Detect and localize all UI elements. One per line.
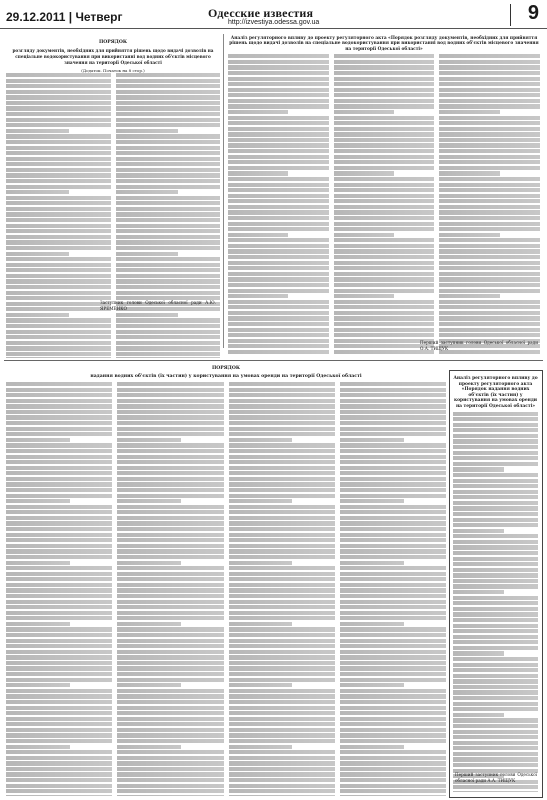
article-4 [453, 374, 538, 792]
article-4-title: Аналіз регуляторного впливу до проекту регуляторного акта «Порядок надання водних об'єктів (їх частин) у користування на умовах оренди на території Одеської області» [453, 376, 538, 409]
text-column [116, 73, 221, 358]
masthead: Одесские известия [208, 6, 314, 20]
header-divider [510, 4, 511, 26]
article-1-signature: Заступник голови Одеської обласної ради А.Ю. ЯРЕМЕНКО [100, 300, 216, 311]
text-column [340, 382, 446, 796]
article-4-body [453, 412, 538, 792]
issue-date: 29.12.2011 | Четверг [6, 10, 123, 24]
text-column [6, 382, 112, 796]
article-1-title: ПОРЯДОК [98, 40, 128, 45]
text-column [439, 54, 540, 354]
text-column [117, 382, 223, 796]
text-column [228, 54, 329, 354]
text-column [334, 54, 435, 354]
text-column [229, 382, 335, 796]
article-3 [6, 364, 446, 796]
article-3-body [6, 382, 446, 796]
article-2-signature: Перший заступник голови Одеської обласної ради О.А. ТИЩУК [420, 340, 538, 351]
article-2-title: Аналіз регуляторного впливу до проекту регуляторного акта «Порядок розгляду документів, необхідних для прийняття рішень щодо видачі дозволів на спеціальне водокористування при використанні вод водних об'єктів місцевого значення на території Одеської області» [229, 36, 539, 52]
column-divider [223, 34, 224, 348]
site-url: http://izvestiya.odessa.gov.ua [228, 19, 320, 26]
page-header [0, 0, 547, 30]
section-rule [4, 360, 543, 361]
header-rule [0, 28, 547, 29]
article-1-appendix: (Додаток. Початок на 8 стор.) [81, 68, 145, 73]
article-1-body [6, 73, 220, 358]
article-2 [228, 34, 540, 354]
page-number: 9 [527, 2, 539, 24]
article-4-signature: Перший заступник голови Одеської обласної ради А.А. ТИЩУК [455, 772, 537, 783]
article-2-body [228, 54, 540, 354]
article-3-title: ПОРЯДОК [211, 366, 241, 371]
text-column [453, 412, 538, 792]
article-1-subtitle: розгляду документів, необхідних для прийняття рішень щодо видачі дозволів на спеціальне водокористування при використанні вод водних об'єктів місцевого значення на території Одеської області [12, 48, 214, 65]
article-3-subtitle: надання водних об'єктів (їх частин) у користування на умовах оренди на території Одеської області [90, 374, 362, 379]
text-column [6, 73, 111, 358]
